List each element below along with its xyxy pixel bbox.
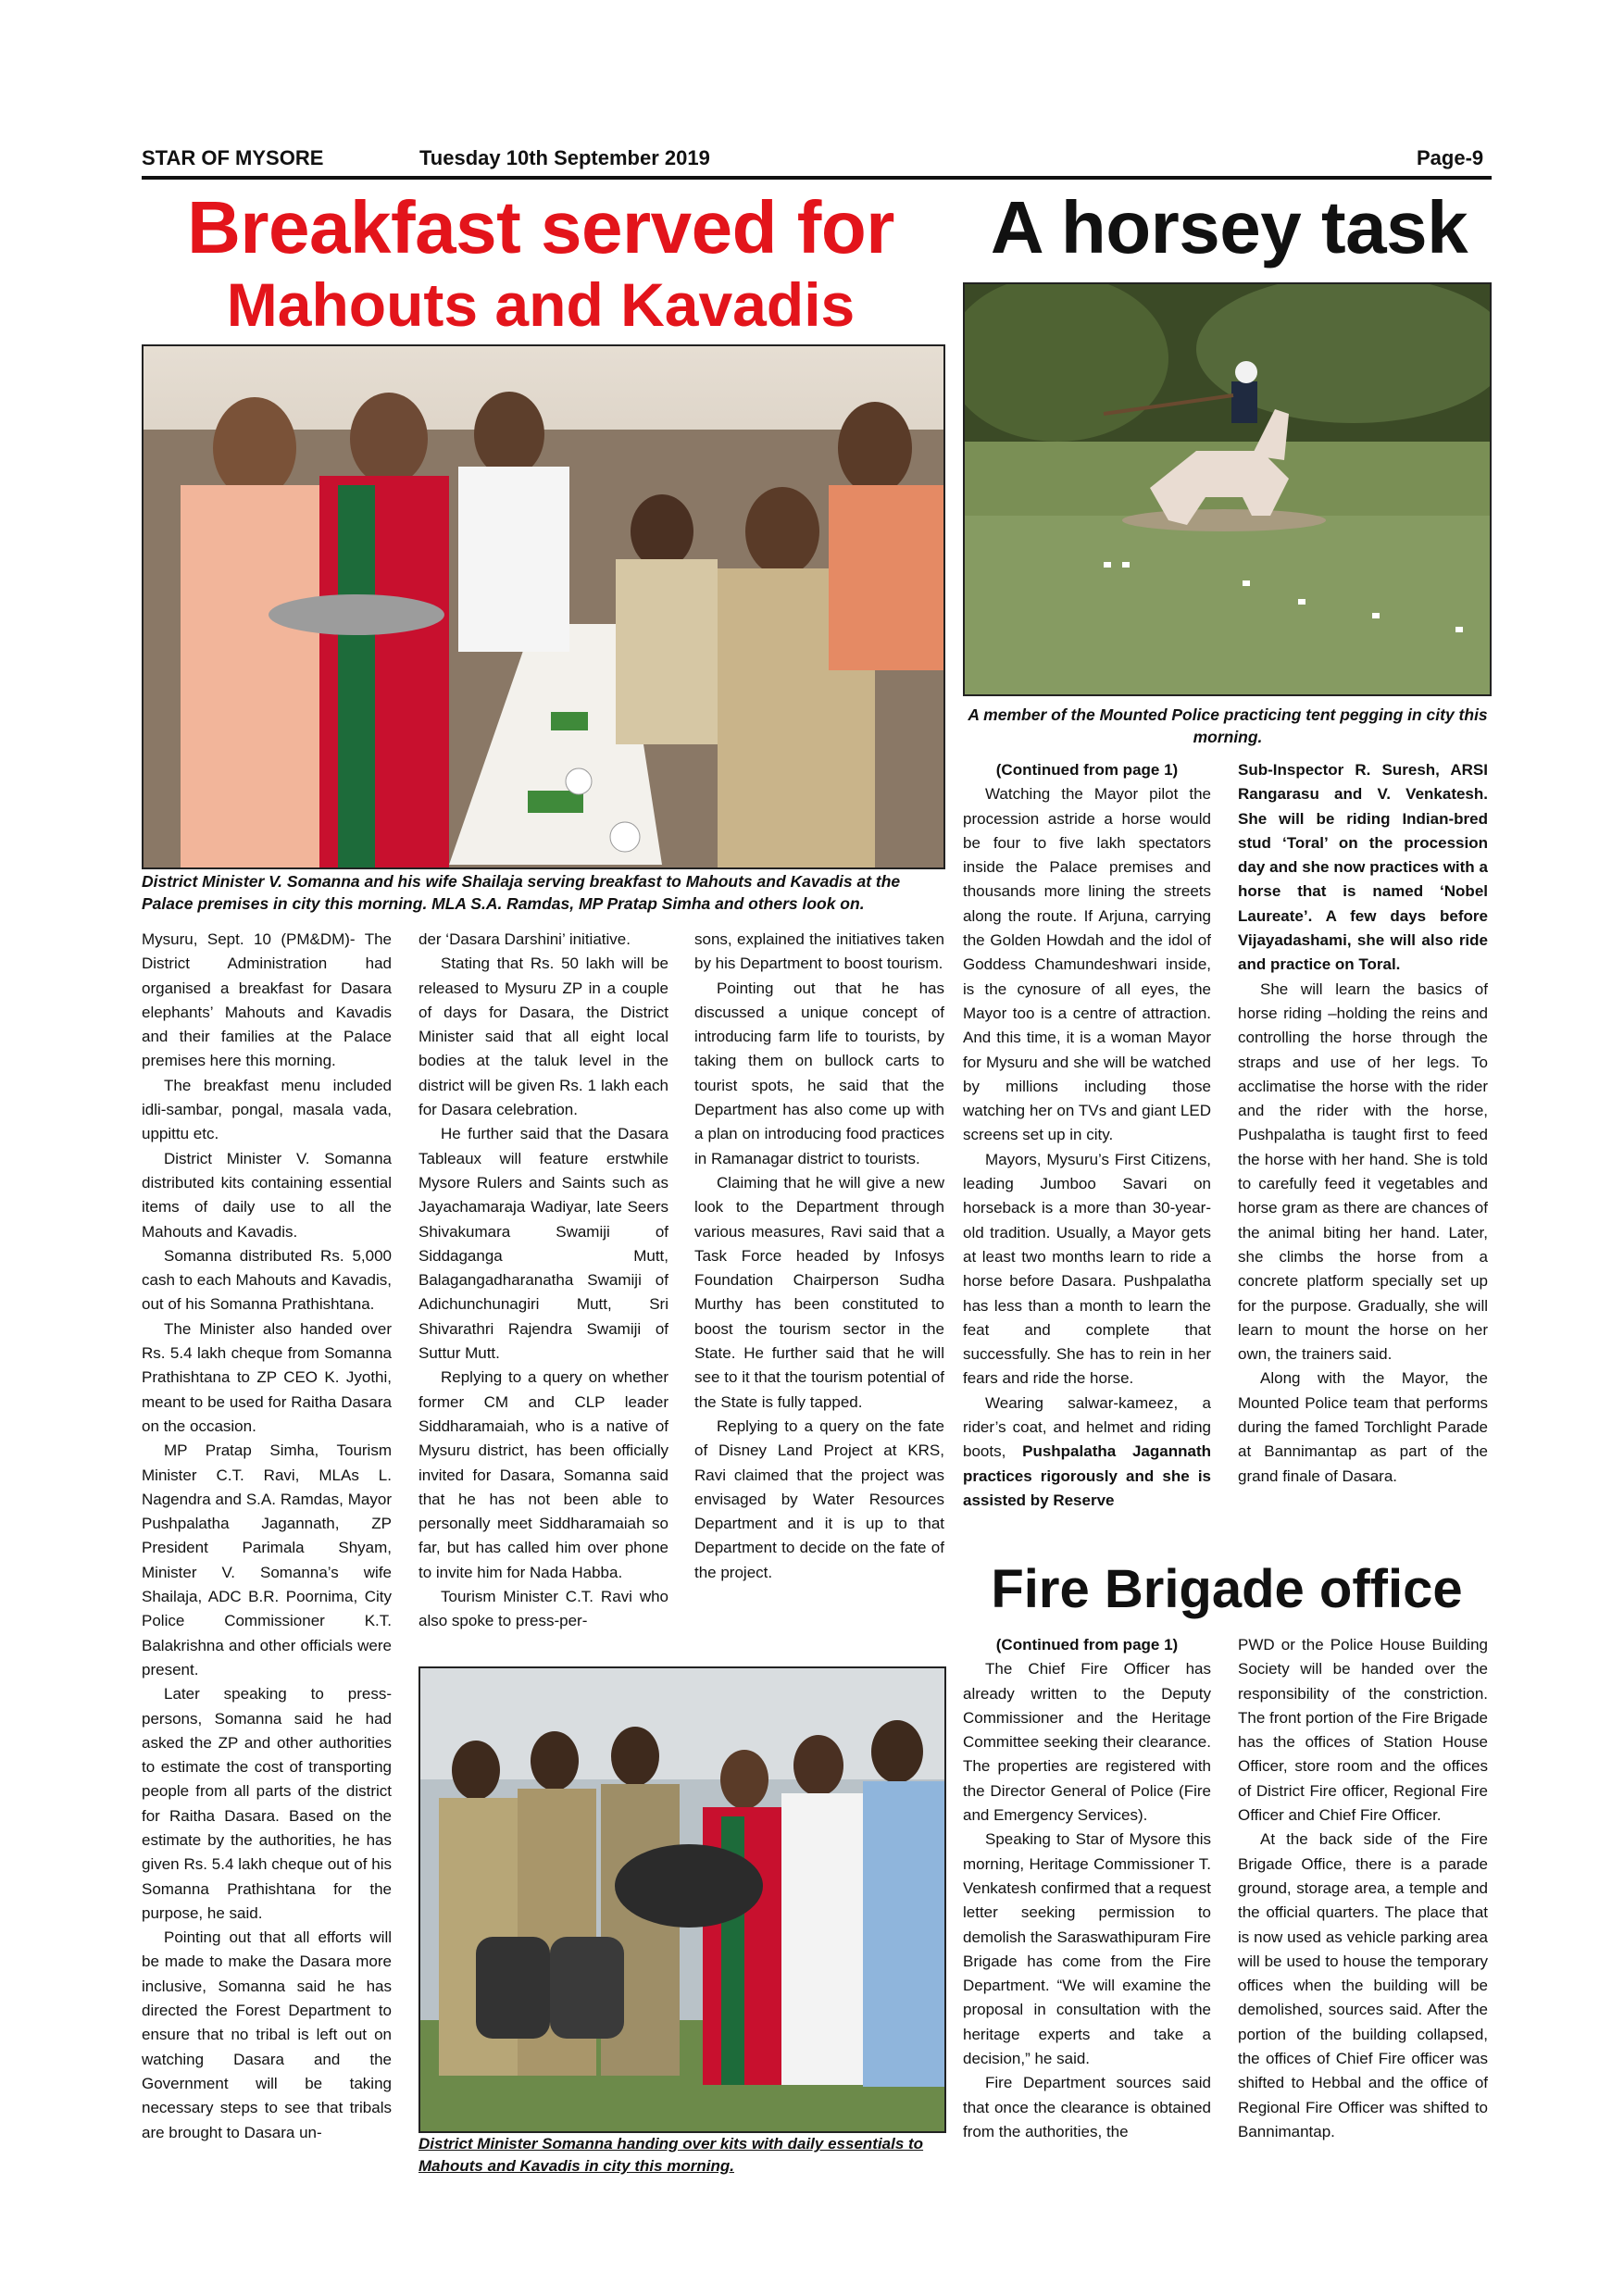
story1-col1-para: District Minister V. Somanna distributed kits containing essential items of daily use to all the Mahouts and Kavadis. (142, 1149, 392, 1241)
paper-name: STAR OF MYSORE (142, 146, 324, 169)
kits-photo-image (420, 1668, 944, 2131)
story2-col1-para: Wearing salwar-kameez, a rider’s coat, and helmet and riding boots, (963, 1393, 1211, 1461)
story3-col1-para: The Chief Fire Officer has already written to the Deputy Commissioner and the Heritage Committee seeking their clearance. The properties are registered with the Director General of Police (Fire and Emergency Services). (963, 1660, 1211, 1825)
story2-col2-bold-para: Sub-Inspector R. Suresh, ARSI Rangarasu and V. Venkatesh. She will be riding Indian-bred stud ‘Toral’ on the procession day and she now practices with a horse that is named ‘Nobel Laureate’. A few days before Vijayadashami, she will also ride and practice on Toral. (1238, 761, 1488, 974)
story3-continued-label: (Continued from page 1) (995, 1636, 1179, 1653)
story3-col1-para: Speaking to Star of Mysore this morning, Heritage Commissioner T. Venkatesh confirmed that a request letter seeking permission to demolish the Saraswathipuram Fire Brigade has come from the Fire Department. “We will examine the proposal in consultation with the heritage experts and take a decision,” he said. (963, 1830, 1211, 2068)
story1-col2-para: Tourism Minister C.T. Ravi who also spoke to press-per- (418, 1588, 668, 1630)
story3-col1-para: Fire Department sources said that once the clearance is obtained from the authorities, the (963, 2074, 1211, 2140)
horse-photo-caption: A member of the Mounted Police practicing tent pegging in city this morning. (968, 705, 1488, 746)
kits-photo (418, 1666, 946, 2133)
story1-column-3 (694, 928, 944, 1585)
story2-col1-bold-tail: Pushpalatha Jagannath practices rigorously and she is assisted by Reserve (963, 1442, 1211, 1509)
story1-headline-line2: Mahouts and Kavadis (226, 270, 856, 339)
page-number: Page-9 (1417, 146, 1484, 169)
story2-column-1 (963, 758, 1211, 1513)
story3-headline: Fire Brigade office (991, 1559, 1463, 1619)
breakfast-photo-caption: District Minister V. Somanna and his wife Shailaja serving breakfast to Mahouts and Kavadis at the Palace premises in city this morning. MLA S.A. Ramdas, MP Pratap Simha and others look on. (142, 872, 901, 913)
story1-col3-para: Replying to a query on the fate of Disney Land Project at KRS, Ravi claimed that the project was envisaged by Water Resources Department and it is up to that Department to decide on the fate of the project. (694, 1416, 944, 1581)
kits-photo-caption: District Minister Somanna handing over kits with daily essentials to Mahouts and Kavadis in city this morning. (418, 2135, 924, 2175)
breakfast-photo-image (144, 346, 943, 867)
story3-column-1 (963, 1633, 1211, 2144)
story2-col2-para: Along with the Mayor, the Mounted Police team that performs during the famed Torchlight Parade at Bannimantap as part of the grand finale of Dasara. (1238, 1369, 1488, 1485)
story1-col1-para: Pointing out that all efforts will be made to make the Dasara more inclusive, Somanna said he has directed the Forest Department to ensure that no tribal is left out on watching Dasara and the Government will be taking necessary steps to see that tribals are brought to Dasara un- (142, 1928, 392, 2141)
story1-col3-para: Pointing out that he has discussed a unique concept of introducing farm life to tourists, by taking them on bullock carts to tourist spots, he said that the Department has also come up with a plan on introducing food practices in Ramanagar district to tourists. (694, 979, 944, 1167)
issue-date: Tuesday 10th September 2019 (419, 146, 710, 169)
story1-col2-para: He further said that the Dasara Tableaux will feature erstwhile Mysore Rulers and Saints such as Jayachamaraja Wadiyar, late Seers Shivakumara Swamiji of Siddaganga Mutt, Balagangadharanatha Swamiji of Adichunchunagiri Mutt, Sri Shivarathri Rajendra Swamiji of Suttur Mutt. (418, 1125, 668, 1363)
story1-col2-para: Replying to a query on whether former CM and CLP leader Siddharamaiah, who is a native of Mysuru district, has been officially invited for Dasara, Somanna said that he has not been able to personally meet Siddharamaiah so far, but has called him over phone to invite him for Nada Habba. (418, 1368, 668, 1581)
story2-col1-para: Mayors, Mysuru’s First Citizens, leading Jumboo Savari on horseback is a more than 30-year-old tradition. Usually, a Mayor gets at least two months learn to ride a horse before Dasara. Pushpalatha has less than a month to learn the feat and complete that successfully. She has to rein in her fears and ride the horse. (963, 1150, 1211, 1388)
story3-col2-para: PWD or the Police House Building Society will be handed over the responsibility of the constriction. The front portion of the Fire Brigade has the offices of Station House Officer, store room and the offices of District Fire officer, Regional Fire Officer and Chief Fire Officer. (1238, 1636, 1488, 1825)
story3-col2-para: At the back side of the Fire Brigade Office, there is a parade ground, storage area, a temple and the official quarters. The place that is now used as vehicle parking area will be used to house the temporary offices when the building will be demolished, sources said. After the portion of the building collapsed, the offices of Chief Fire officer was shifted to Hebbal and the office of Regional Fire Officer was shifted to Bannimantap. (1238, 1830, 1488, 2140)
story1-col1-para: The breakfast menu included idli-sambar, pongal, masala vada, uppittu etc. (142, 1076, 392, 1143)
story2-col1-para: Watching the Mayor pilot the procession astride a horse would be four to five lakh spectators inside the Palace premises and thousands more lining the streets along the route. If Arjuna, carrying the Golden Howdah and the idol of Goddess Chamundeshwari inside, is the cynosure of all eyes, the Mayor too is a centre of attraction. And this time, it is a woman Mayor for Mysuru and she will be watched by millions including those watching her on TVs and giant LED screens set up in city. (963, 785, 1211, 1144)
story1-col3-para: Claiming that he will give a new look to the Department through various measures, Ravi said that a Task Force headed by Infosys Foundation Chairperson Sudha Murthy has been constituted to boost the tourism sector in the State. He further said that he will see to it that the tourism potential of the State is fully tapped. (694, 1173, 944, 1411)
story2-headline: A horsey task (990, 186, 1468, 268)
horse-photo-image (965, 284, 1490, 694)
story3-column-2 (1238, 1633, 1488, 2144)
story1-col1-para: MP Pratap Simha, Tourism Minister C.T. Ravi, MLAs L. Nagendra and S.A. Ramdas, Mayor Pushpalatha Jagannath, ZP President Parimala Shyam, Minister V. Somanna’s wife Shailaja, ADC B.R. Poornima, City Police Commissioner K.T. Balakrishna and other officials were present. (142, 1441, 392, 1678)
story1-col1-para: Later speaking to press-persons, Somanna said he had asked the ZP and other authorities to estimate the cost of transporting people from all parts of the district for Raitha Dasara. Based on the estimate by the authorities, he has given Rs. 5.4 lakh cheque out of his Somanna Prathishtana for the purpose, he said. (142, 1685, 392, 1922)
masthead-rule (142, 176, 1492, 180)
story1-col1-para: The Minister also handed over Rs. 5.4 lakh cheque from Somanna Prathishtana to ZP CEO K. Jyothi, meant to be used for Raitha Dasara on the occasion. (142, 1319, 392, 1435)
story1-col2-para: der ‘Dasara Darshini’ initiative. (418, 930, 631, 948)
story1-col3-para: sons, explained the initiatives taken by his Department to boost tourism. (694, 930, 944, 973)
horse-photo (963, 282, 1492, 696)
story2-continued-label: (Continued from page 1) (995, 761, 1179, 779)
breakfast-photo (142, 344, 945, 869)
story1-headline-line1: Breakfast served for (187, 186, 894, 268)
story1-col2-para: Stating that Rs. 50 lakh will be released to Mysuru ZP in a couple of days for Dasara, the District Minister said that all eight local bodies at the taluk level in the district will be given Rs. 1 lakh each for Dasara celebration. (418, 955, 668, 1119)
story1-column-1 (142, 928, 392, 2145)
story1-column-2 (418, 928, 668, 1634)
story2-col2-para: She will learn the basics of horse riding –holding the reins and controlling the horse through the straps and use of her legs. To acclimatise the horse with the rider and the rider with the horse, Pushpalatha is taught first to feed the horse with her hand. She is told to carefully feed it vegetables and horse gram as there are chances of the animal biting her hand. Later, she climbs the horse from a concrete platform specially set up for the purpose. Gradually, she will learn to mount the horse on her own, the trainers said. (1238, 980, 1488, 1364)
story2-column-2 (1238, 758, 1488, 1489)
story1-col1-para: Somanna distributed Rs. 5,000 cash to each Mahouts and Kavadis, out of his Somanna Prathishtana. (142, 1246, 392, 1314)
story1-col1-para: Mysuru, Sept. 10 (PM&DM)- The District Administration had organised a breakfast for Dasara elephants’ Mahouts and Kavadis and their families at the Palace premises here this morning. (142, 930, 392, 1070)
